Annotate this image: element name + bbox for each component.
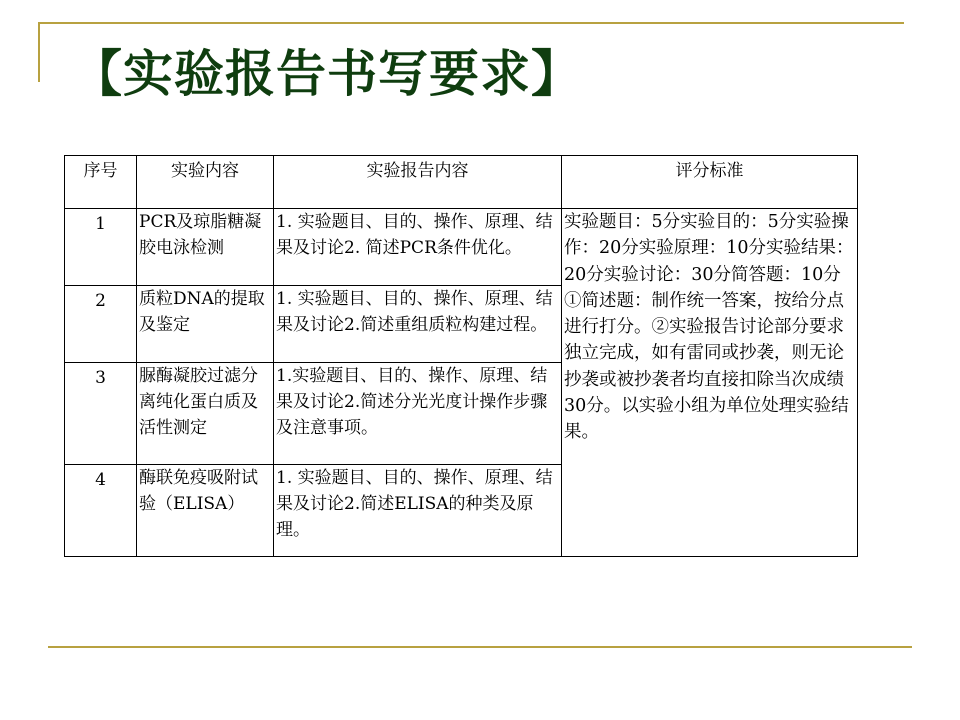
top-decorative-rule xyxy=(38,22,904,24)
scoring-criteria-cell: 实验题目：5分实验目的：5分实验操作：20分实验原理：10分实验结果：20分实验讨论：30分简答题：10分①简述题：制作统一答案，按给分点进行打分。②实验报告讨论部分要求独立完成，如有雷同或抄袭，则无论抄袭或被抄袭者均直接扣除当次成绩30分。以实验小组为单位处理实验结果。 xyxy=(562,209,858,557)
bottom-decorative-rule xyxy=(48,646,912,648)
table-header-row xyxy=(65,156,858,209)
table-row xyxy=(65,209,858,286)
left-decorative-rule xyxy=(38,22,40,82)
row-number: 3 xyxy=(65,363,137,465)
row-experiment-content: 脲酶凝胶过滤分离纯化蛋白质及活性测定 xyxy=(137,363,274,465)
row-report-content: 1. 实验题目、目的、操作、原理、结果及讨论2.简述ELISA的种类及原理。 xyxy=(274,465,562,557)
header-report-content: 实验报告内容 xyxy=(274,156,562,209)
header-experiment-content: 实验内容 xyxy=(137,156,274,209)
row-report-content: 1. 实验题目、目的、操作、原理、结果及讨论2.简述重组质粒构建过程。 xyxy=(274,286,562,363)
header-scoring-criteria: 评分标准 xyxy=(562,156,858,209)
header-number: 序号 xyxy=(65,156,137,209)
row-number: 4 xyxy=(65,465,137,557)
row-experiment-content: 酶联免疫吸附试验（ELISA） xyxy=(137,465,274,557)
slide-title: 【实验报告书写要求】 xyxy=(72,45,582,103)
row-report-content: 1. 实验题目、目的、操作、原理、结果及讨论2. 简述PCR条件优化。 xyxy=(274,209,562,286)
row-experiment-content: PCR及琼脂糖凝胶电泳检测 xyxy=(137,209,274,286)
row-number: 1 xyxy=(65,209,137,286)
report-requirements-table xyxy=(64,155,858,557)
row-report-content: 1.实验题目、目的、操作、原理、结果及讨论2.简述分光光度计操作步骤及注意事项。 xyxy=(274,363,562,465)
row-experiment-content: 质粒DNA的提取及鉴定 xyxy=(137,286,274,363)
row-number: 2 xyxy=(65,286,137,363)
